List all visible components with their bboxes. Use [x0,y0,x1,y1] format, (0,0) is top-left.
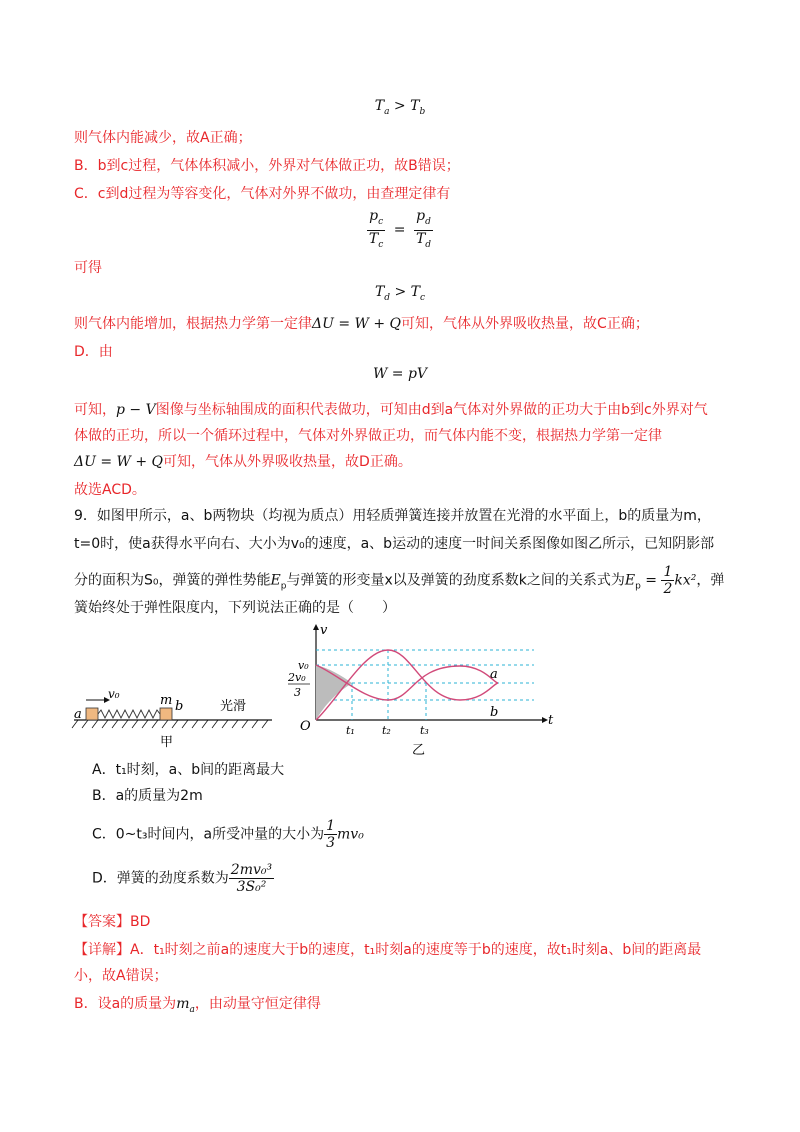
figure-jia [60,680,280,750]
shaded-area [316,665,352,720]
question-9-line: t=0时，使a获得水平向右、大小为v₀的速度，a、b运动的速度一时间关系图像如图乙所示，已知阴影部 [74,536,715,552]
axis-t-label: t [548,713,554,728]
option-c: C．0~t₃时间内，a所受冲量的大小为 $\frac{1}{3}$ mv₀ [92,818,364,851]
text-line: 则气体内能减少，故A正确； [74,130,252,146]
answer-line: 【答案】BD [74,914,151,930]
equation-w-pv: W = pV [372,366,428,382]
origin-label: O [300,719,311,734]
option-b: B．a的质量为2m [92,788,203,804]
text-line: 可知，p − V图像与坐标轴围成的面积代表做功，可知由d到a气体对外界做的正功大于由b到c外界对气 [74,402,708,418]
text-line: 故选ACD。 [74,482,146,498]
equation-td-gt-tc: $T_d > T_c$ [374,284,426,303]
equation-ta-gt-tb: $T_a > T_b$ [374,98,426,117]
spring [98,710,160,718]
curve-b-label: b [490,705,499,720]
detail-line: 小，故A错误； [74,968,168,984]
t2-label: t₂ [382,724,391,737]
question-9-line: 簧始终处于弹性限度内，下列说法正确的是（ ） [74,600,396,616]
detail-line: 【详解】A．t₁时刻之前a的速度大于b的速度，t₁时刻a的速度等于b的速度，故t₁时刻a、b间的距离最 [74,942,702,958]
text-line: ΔU = W + Q可知，气体从外界吸收热量，故D正确。 [74,454,412,470]
label-b: b [175,699,184,714]
curve-a-label: a [490,667,498,682]
text-line: 则气体内能增加，根据热力学第一定律ΔU = W + Q可知，气体从外界吸收热量，故C正确； [74,316,649,332]
detail-line: B．设a的质量为$m_a$，由动量守恒定律得 [74,996,321,1015]
caption-yi: 乙 [412,743,426,758]
text-line: 体做的正功，所以一个循环过程中，气体对外界做正功，而气体内能不变，根据热力学第一定律 [74,428,662,444]
two-v0-den: 3 [294,686,301,699]
block-b [160,708,172,720]
question-9-line: 9．如图甲所示，a、b两物块（均视为质点）用轻质弹簧连接并放置在光滑的水平面上，b的质量为m， [74,508,711,524]
question-9-line: 分的面积为S₀，弹簧的弹性势能$E_p$与弹簧的形变量x以及弹簧的劲度系数k之间的关系式为$E_p$ = $\frac{1}{2}$ kx²，弹 [74,564,725,597]
text-line: D．由 [74,344,113,360]
text-line: B．b到c过程，气体体积减小，外界对气体做正功，故B错误； [74,158,460,174]
t3-label: t₃ [420,724,429,737]
axis-v-label: v [320,623,328,638]
two-v0-num: 2v₀ [288,671,306,684]
label-m: m [160,693,173,708]
option-d: D．弹簧的劲度系数为 $\frac{\text{2mv₀³}}{\text{3S₀²}}$ [92,862,273,895]
label-a: a [74,707,82,722]
block-a [86,708,98,720]
label-smooth: 光滑 [220,699,247,714]
caption-jia: 甲 [160,735,174,750]
label-v0: v₀ [108,687,120,701]
option-a: A．t₁时刻，a、b间的距离最大 [92,762,285,778]
text-line: 可得 [74,260,102,276]
figure-yi [284,620,564,770]
equation-charles: $\frac{p_c}{T_c}$ = $\frac{p_d}{T_d}$ [368,208,432,250]
t1-label: t₁ [346,724,355,737]
v0-label: v₀ [298,659,309,672]
text-line: C．c到d过程为等容变化，气体对外界不做功，由查理定律有 [74,186,451,202]
